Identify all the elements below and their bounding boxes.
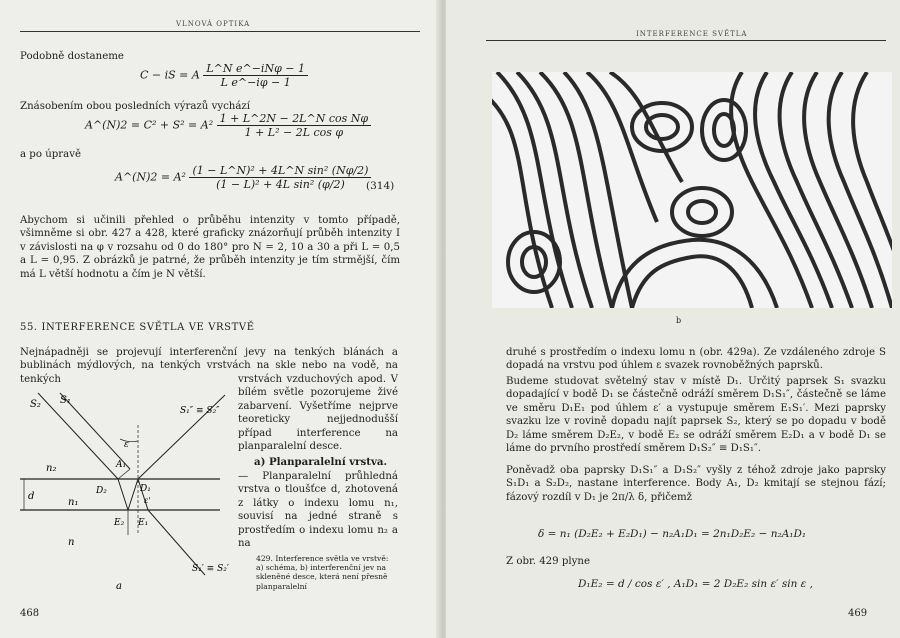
text-po-uprave: a po úpravě	[20, 149, 82, 160]
page-number-right: 469	[848, 608, 868, 619]
ray-diagram	[20, 385, 240, 600]
paragraph-interference-intro: Nejnápadněji se projevují interferenční jevy na tenkých blánách a bublinách mýdlových, na tenkých vrstvách na skle nebo na vodě, na tenkých	[20, 347, 398, 385]
figure-caption: 429. Interference světla ve vrstvě: a) schéma, b) interferenční jev na skleněné desce, která není přesně planparalelní	[256, 554, 389, 591]
label-e2: E₂	[114, 518, 125, 528]
text-z-obr: Z obr. 429 plyne	[506, 556, 591, 567]
paragraph-intensity: Abychom si učinili přehled o průběhu intenzity v tomto případě, všimněme si obr. 427 a 428, které graficky znázorňují průběh intenzity I v závislosti na φ v rozsahu od 0 do 180° pro N = 2, 10 a 30 a při L = 0,5 a L = 0,95. Z obrázků je patrné, že průběh intenzity je tím strmější, čím má L větší hodnotu a čím je N větší.	[20, 215, 400, 280]
figure-label-b: b	[676, 316, 682, 325]
label-epsilon-prime: ε'	[144, 496, 151, 505]
label-s1: S₁	[60, 395, 71, 406]
header-rule-right	[486, 40, 886, 41]
ray-reflected-e2d1	[128, 479, 138, 510]
paragraph-planparallel: — Planparalelní průhledná vrstva o tloušťce d, zhotovená z látky o indexu lomu n₁, souvisí na jedné straně s prostředím o indexu lomu n₂ a na	[238, 471, 398, 550]
equation-2: A^(N)2 = C² + S² = A² $\frac{\text{1 + L\textasciicircum{}2N − 2L\textasciicircum{}N cos Nφ}}{\text{1 + L² − 2L cos φ}}$	[85, 112, 371, 139]
page-number-left: 468	[20, 608, 40, 619]
interference-photo	[492, 72, 892, 308]
label-s1pp: S₁″ ≡ S₂″	[180, 406, 220, 416]
label-a1: A₁	[116, 460, 127, 470]
figure-label-a: a	[116, 581, 122, 592]
left-page	[0, 0, 440, 638]
paragraph-column: vrstvách vzduchových apod. V bílém světle pozorujeme živé zabarvení. Vyšetříme nejprve teoreticky nejjednodušší případ interference na planparalelní desce.	[238, 374, 398, 453]
header-rule	[20, 31, 420, 32]
paragraph-point-d1: Budeme studovat světelný stav v místě D₁. Určitý paprsek S₁ svazku dopadající v bodě D₁ se částečně odráží směrem D₁S₁″, částečně se láme ve směru D₁E₁ pod úhlem ε′ a vystupuje směrem E₁S₁′. Mezi paprsky svazku lze v rovině dopadu najít paprsek S₂, který se po dopadu v bodě D₂ láme směrem D₂E₂, v bodě E₂ se odráží směrem E₂D₁ a v bodě D₁ se láme do prvního prostředí směrem D₁S₂″ ≡ D₁S₁″.	[506, 376, 886, 455]
intro-text: Podobně dostaneme	[20, 51, 124, 62]
label-d: d	[28, 491, 35, 502]
equation-delta: δ = n₁ (D₂E₂ + E₂D₁) − n₂A₁D₁ = 2n₁D₂E₂ − n₂A₁D₁	[538, 528, 807, 540]
wavefront	[118, 469, 130, 479]
equation-number: (314)	[366, 180, 395, 192]
angle-epsilon-arc	[120, 439, 138, 442]
text-znasobenim: Znásobením obou posledních výrazů vychází	[20, 101, 251, 112]
label-epsilon: ε	[124, 440, 129, 450]
label-s2: S₂	[30, 399, 41, 410]
label-n2: n₂	[46, 463, 57, 474]
running-head-right: INTERFERENCE SVĚTLA	[636, 30, 748, 38]
equation-1: C − iS = A $\frac{\text{L\textasciicircum{}N e\textasciicircum{}−iNφ − 1}}{\text{L e\textasciicircum{}−iφ − 1}}$	[140, 62, 308, 89]
subsection-label: a) Planparalelní vrstva.	[254, 456, 388, 468]
running-head-left: VLNOVÁ OPTIKA	[176, 20, 251, 28]
paragraph-source: druhé s prostředím o indexu lomu n (obr. 429a). Ze vzdáleného zdroje S dopadá na vrstvu pod úhlem ε svazek rovnoběžných paprsků.	[506, 347, 886, 372]
label-d2: D₂	[96, 486, 107, 496]
label-d1: D₁	[140, 484, 151, 494]
fringe-pattern	[492, 72, 892, 308]
label-n: n	[68, 537, 75, 548]
ray-refracted-d2e2	[118, 479, 128, 510]
equation-314: A^(N)2 = A² $\frac{\text{(1 − L\textasciicircum{}N)² + 4L\textasciicircum{}N sin² (Nφ/2)}}{\text{(1 − L)² + 4L sin² (φ/2)}}$	[115, 164, 371, 191]
label-s1p: S₁′ ≡ S₂′	[192, 564, 229, 574]
label-e1: E₁	[138, 518, 149, 528]
paragraph-phase: Poněvadž oba paprsky D₁S₁″ a D₁S₂″ vyšly z téhož zdroje jako paprsky S₁D₁ a S₂D₂, nastane interference. Body A₁, D₂ kmitají se stejnou fází; fázový rozdíl v D₁ je 2π/λ δ, přičemž	[506, 465, 886, 503]
equation-d1e2: D₁E₂ = d / cos ε′ , A₁D₁ = 2 D₂E₂ sin ε′ sin ε ,	[578, 578, 813, 590]
label-n1: n₁	[68, 497, 79, 508]
section-title: 55. INTERFERENCE SVĚTLA VE VRSTVĚ	[20, 322, 255, 333]
